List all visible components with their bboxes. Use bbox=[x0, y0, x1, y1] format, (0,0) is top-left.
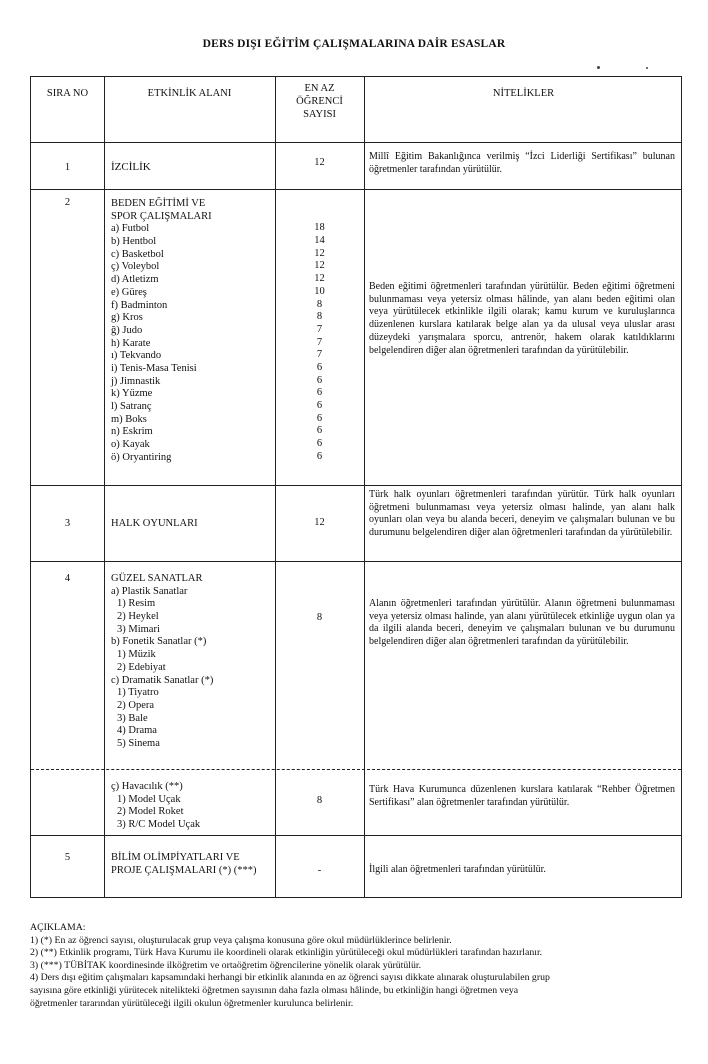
row-4-sub-qual: Türk Hava Kurumunca düzenlenen kurslara katılarak “Rehber Öğretmen Sertifikası” alan öğretmenler tarafından yürütülür. bbox=[369, 784, 675, 808]
row-5-count: - bbox=[317, 865, 322, 876]
header-sira-no: SIRA NO bbox=[46, 88, 89, 99]
row-4-no: 4 bbox=[64, 573, 71, 584]
header-nitelikler: NİTELİKLER bbox=[492, 88, 555, 99]
row-4-sub-count: 8 bbox=[316, 795, 323, 806]
row-3-no: 3 bbox=[64, 518, 71, 529]
footnote-line: 1) (*) En az öğrenci sayısı, oluşturulacak grup veya çalışma konusuna göre okul müdürlüklerince belirlenir. bbox=[30, 934, 452, 946]
row-4-count: 8 bbox=[316, 612, 323, 623]
footnote-line: 3) (***) TÜBİTAK koordinesinde ilköğretim ve ortaöğretim öğrencilerine yönelik olarak yürütülür. bbox=[30, 959, 422, 971]
row-1-no: 1 bbox=[64, 162, 71, 173]
row-5-qual: İlgili alan öğretmenleri tarafından yürütülür. bbox=[369, 864, 546, 875]
row-4-sub-area: ç) Havacılık (**) 1) Model Uçak 2) Model Roket 3) R/C Model Uçak bbox=[111, 781, 201, 831]
footnote-line: sayısına göre etkinliği yürütecek nitelikteki öğretmen sayısının daha fazla olması hâlinde, bu etkinliğin hangi öğretmen veya bbox=[30, 984, 519, 996]
row-4-area: GÜZEL SANATLAR a) Plastik Sanatlar 1) Resim 2) Heykel 3) Mimari b) Fonetik Sanatlar (*) 1) Müzik 2) Edebiyat c) Dramatik Sanatlar (*) 1) Tiyatro 2) Opera 3) Bale 4) Drama 5) Sinema bbox=[111, 573, 214, 749]
row-1-count: 12 bbox=[314, 157, 325, 168]
scan-speck bbox=[646, 67, 648, 69]
header-etkinlik-alani: ETKİNLİK ALANI bbox=[147, 88, 232, 99]
footnotes-heading: AÇIKLAMA: bbox=[30, 922, 86, 933]
row-3-count: 12 bbox=[314, 517, 325, 528]
row-1-area: İZCİLİK bbox=[111, 161, 151, 173]
row-3-qual: Türk halk oyunları öğretmenleri tarafından yürütür. Türk halk oyunları öğretmeni bulunmaması veya yetersiz olması halinde, yan alanı halk oyunları olan veya bu alanda beceri, deneyim ve çalışmaları bulunan ve bu durumunu belgelendiren diğer alan öğretmenleri tarafından da yürütülebilir. bbox=[369, 489, 675, 539]
row-5-area: BİLİM OLİMPİYATLARI VE PROJE ÇALIŞMALARI (*) (***) bbox=[111, 852, 257, 876]
row-2-counts: 18 14 12 12 12 10 8 8 7 7 7 6 6 6 6 6 6 6 6 bbox=[314, 222, 325, 462]
footnotes bbox=[30, 922, 690, 1010]
activities-table bbox=[30, 76, 682, 898]
header-ogrenci-sayisi: EN AZ ÖĞRENCİ SAYISI bbox=[296, 83, 343, 120]
page-title: DERS DIŞI EĞİTİM ÇALIŞMALARINA DAİR ESASLAR bbox=[202, 38, 506, 50]
row-3-area: HALK OYUNLARI bbox=[111, 518, 198, 529]
row-2-qual: Beden eğitimi öğretmenleri tarafından yürütülür. Beden eğitimi öğretmeni bulunmaması veya yetersiz olması hâlinde, yan alanı beden eğitimi olan veya yürütülecek etkinlikle ilgili olarak; kamu kurum ve kuruluşlarınca düzenlenen kurslara katılarak belge alan ya da ulusal veya uluslar arası düzeydeki yarışmalara sporcu, antrenör, hakem olarak katıldıklarını belgelendiren diğer alan öğretmenleri tarafından da yürütülebilir. bbox=[369, 281, 675, 356]
row-5-no: 5 bbox=[64, 852, 71, 863]
footnote-line: 2) (**) Etkinlik programı, Türk Hava Kurumu ile koordineli olarak etkinliğin yürütüleceği okul müdürlükleri tarafından hazırlanır. bbox=[30, 947, 543, 959]
footnote-line: 4) Ders dışı eğitim çalışmaları kapsamındaki herhangi bir etkinlik alanında en az öğrenci sayısı dikkate alınarak oluşturulabilen grup bbox=[30, 972, 550, 984]
row-4-qual: Alanın öğretmenleri tarafından yürütülür. Alanın öğretmeni bulunmaması veya yetersiz olması halinde, yan alanı yürütülecek etkinliğe uygun olan ya da ilgili alanda beceri, deneyim ve çalışmaları bulunan ve bu durumunu belgelendiren diğer alan öğretmenleri tarafından da yürütülebilir. bbox=[369, 598, 675, 648]
row-2-no: 2 bbox=[64, 197, 71, 208]
row-1-qual: Millî Eğitim Bakanlığınca verilmiş “İzci Liderliği Sertifikası” bulunan öğretmenler tarafından yürütülür. bbox=[369, 151, 675, 175]
scan-speck bbox=[597, 66, 600, 69]
footnote-line: öğretmenler tararından yürütüleceği ilgili okulun öğretmenler kurulunca belirlenir. bbox=[30, 997, 354, 1009]
row-2-area: BEDEN EĞİTİMİ VE SPOR ÇALIŞMALARI a) Futbol b) Hentbol c) Basketbol ç) Voleybol d) Atletizm e) Güreş f) Badminton g) Kros ğ) Judo h) Karate ı) Tekvando i) Tenis-Masa Tenisi j) Jimnastik k) Yüzme l) Satranç m) Boks n) Eskrim o) Kayak ö) Oryantiring bbox=[111, 198, 212, 463]
